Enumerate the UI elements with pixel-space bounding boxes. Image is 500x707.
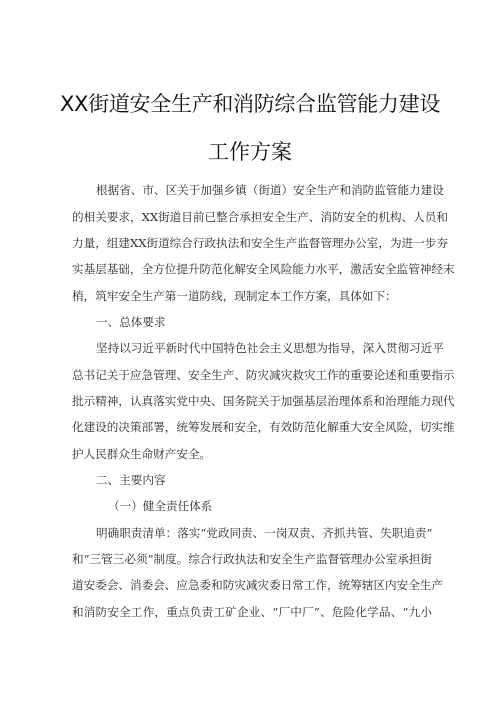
document-title-line2: 工作方案 xyxy=(208,140,292,164)
paragraph-line: 和“三管三必须”制度。综合行政执法和安全生产监督管理办公室承担街 xyxy=(72,552,432,566)
paragraph-line: 道安委会、消委会、应急委和防灾减灾委日常工作，统筹辖区内安全生产 xyxy=(72,578,444,592)
paragraph-line: 明确职责清单：落实“党政同责、一岗双责、齐抓共管、失职追责” xyxy=(96,526,433,540)
section-heading-main-content: 二、主要内容 xyxy=(96,473,166,487)
section-heading-general-requirements: 一、总体要求 xyxy=(96,315,166,329)
paragraph-line: 护人民群众生命财产安全。 xyxy=(72,447,212,461)
paragraph-line: 批示精神，认真落实党中央、国务院关于加强基层治理体系和治理能力现代 xyxy=(72,394,455,408)
intro-line: 根据省、市、区关于加强乡镇（街道）安全生产和消防监管能力建设 xyxy=(96,183,444,197)
intro-line: 梢，筑牢安全生产第一道防线，现制定本工作方案，具体如下： xyxy=(72,289,397,303)
intro-line: 的相关要求，XX街道目前已整合承担安全生产、消防安全的机构、人员和 xyxy=(72,210,448,224)
paragraph-line: 总书记关于应急管理、安全生产、防灾减灾救灾工作的重要论述和重要指示 xyxy=(72,368,455,382)
paragraph-line: 坚持以习近平新时代中国特色社会主义思想为指导，深入贯彻习近平 xyxy=(96,341,444,355)
intro-line: 力量，组建XX街道综合行政执法和安全生产监督管理办公室，为进一步夯 xyxy=(72,236,448,250)
paragraph-line: 化建设的决策部署，统筹发展和安全，有效防范化解重大安全风险，切实维 xyxy=(72,420,455,434)
subsection-heading-responsibility-system: （一）健全责任体系 xyxy=(108,499,213,513)
document-title-line1: XX街道安全生产和消防综合监管能力建设 xyxy=(59,92,441,116)
intro-line: 实基层基础，全方位提升防范化解安全风险能力水平，激活安全监管神经末 xyxy=(72,262,455,276)
paragraph-line: 和消防安全工作，重点负责工矿企业、“厂中厂”、危险化学品、“九小 xyxy=(72,605,432,619)
